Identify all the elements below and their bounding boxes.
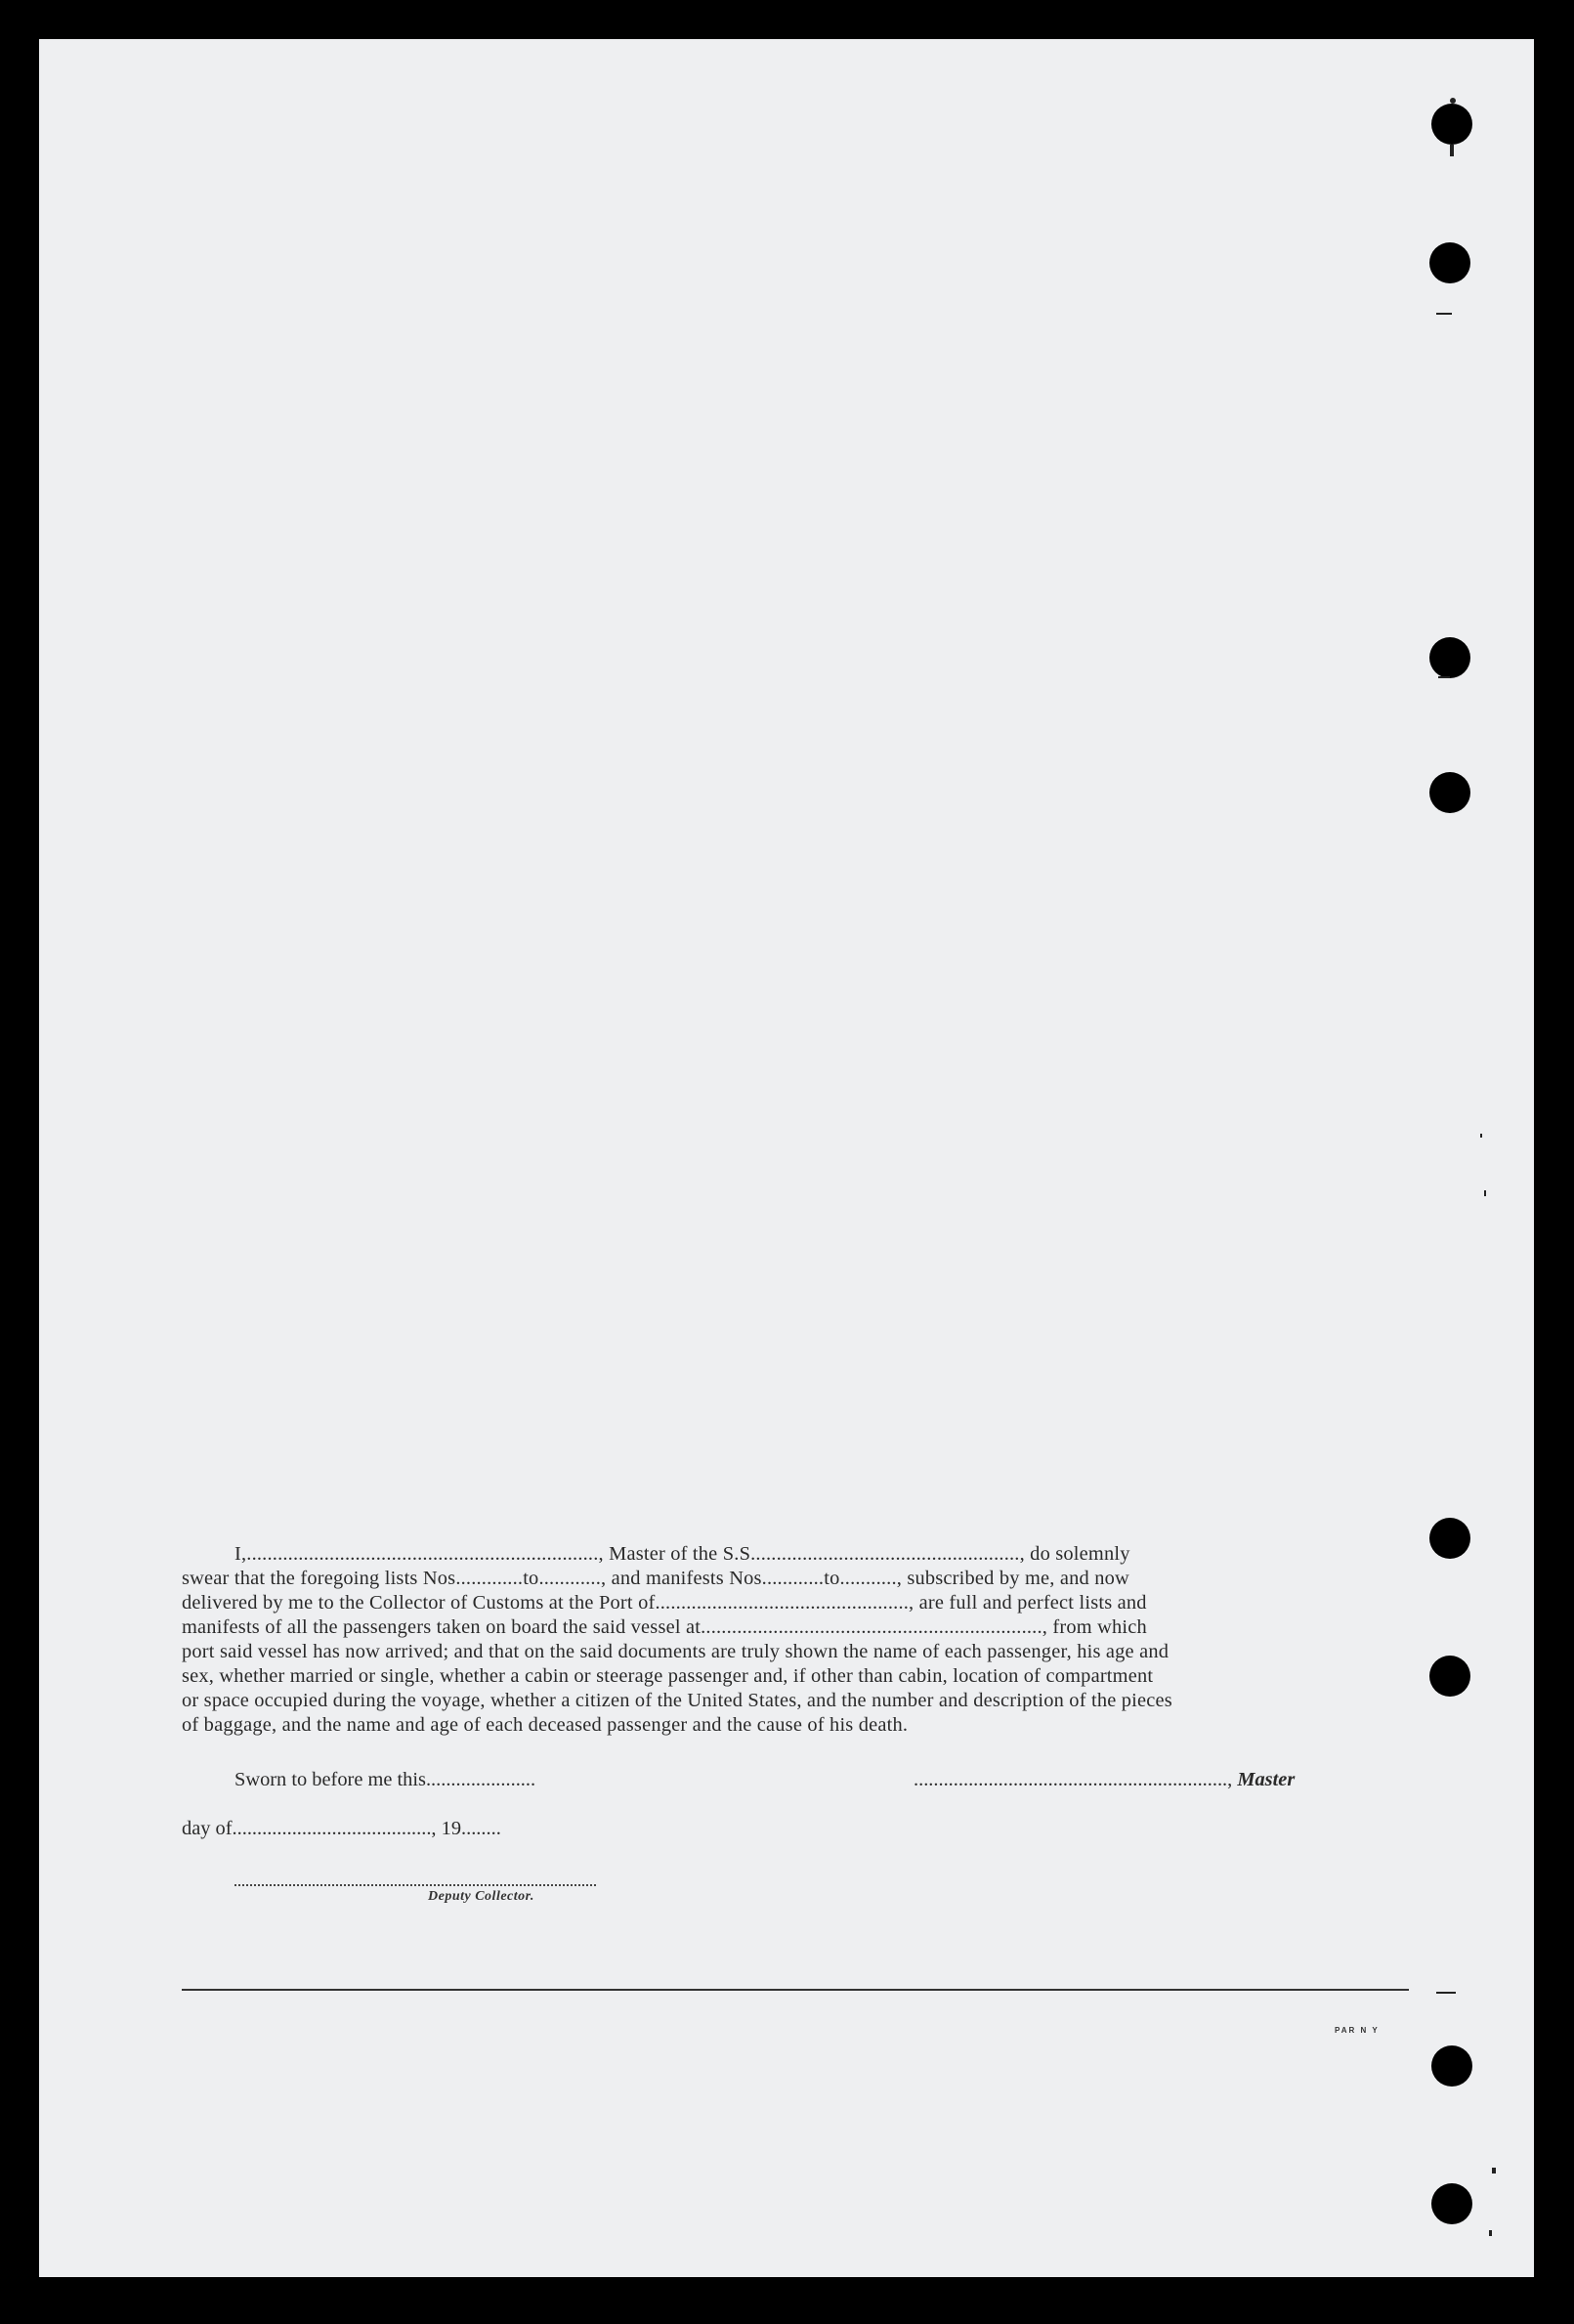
punch-hole [1429,1656,1470,1697]
oath-line: swear that the foregoing lists Nos.............to............, and manifests Nos............to..........., subscribed by me, and now [182,1568,1129,1589]
scan-speck [1480,1134,1482,1138]
master-signature-dots: ..............................................................., [914,1769,1238,1790]
scan-speck [1436,313,1452,315]
oath-line: of baggage, and the name and age of each deceased passenger and the cause of his death. [182,1714,909,1736]
oath-line: manifests of all the passengers taken on board the said vessel at.................................................................., from which [182,1616,1147,1638]
oath-line: port said vessel has now arrived; and that on the said documents are truly shown the name of each passenger, his age and [182,1641,1170,1662]
scan-speck [1492,2168,1496,2173]
bottom-divider [182,1989,1409,1991]
punch-hole [1429,242,1470,283]
scan-speck [1438,676,1450,678]
deputy-collector-caption: Deputy Collector. [428,1889,534,1904]
scan-speck [1484,1190,1486,1196]
punch-hole [1431,2045,1472,2087]
sworn-line: Sworn to before me this...................... [234,1769,536,1790]
oath-line: sex, whether married or single, whether a cabin or steerage passenger and, if other than cabin, location of compartment [182,1665,1154,1687]
scan-speck [1436,1992,1456,1994]
oath-line: delivered by me to the Collector of Customs at the Port of................................................., are full and perfect lists and [182,1592,1147,1614]
master-label: Master [1237,1769,1296,1790]
deputy-signature-rule [234,1884,596,1886]
master-signature-line [914,1769,1295,1791]
printer-mark: PAR N Y [1335,2026,1380,2035]
scan-speck [1450,145,1454,156]
scan-speck [1489,2230,1492,2236]
oath-line: or space occupied during the voyage, whether a citizen of the United States, and the number and description of the pieces [182,1690,1172,1711]
punch-hole [1429,637,1470,678]
punch-hole [1429,1518,1470,1559]
scan-speck [1450,98,1456,104]
day-of-line: day of........................................, 19........ [182,1818,501,1839]
punch-hole [1431,104,1472,145]
punch-hole [1431,2183,1472,2224]
oath-line: I,...................................................................., Master of the S.S...................................................., do solemnly [234,1543,1130,1565]
punch-hole [1429,772,1470,813]
oath-paragraph [182,1542,1409,1738]
paper-sheet [39,39,1534,2277]
